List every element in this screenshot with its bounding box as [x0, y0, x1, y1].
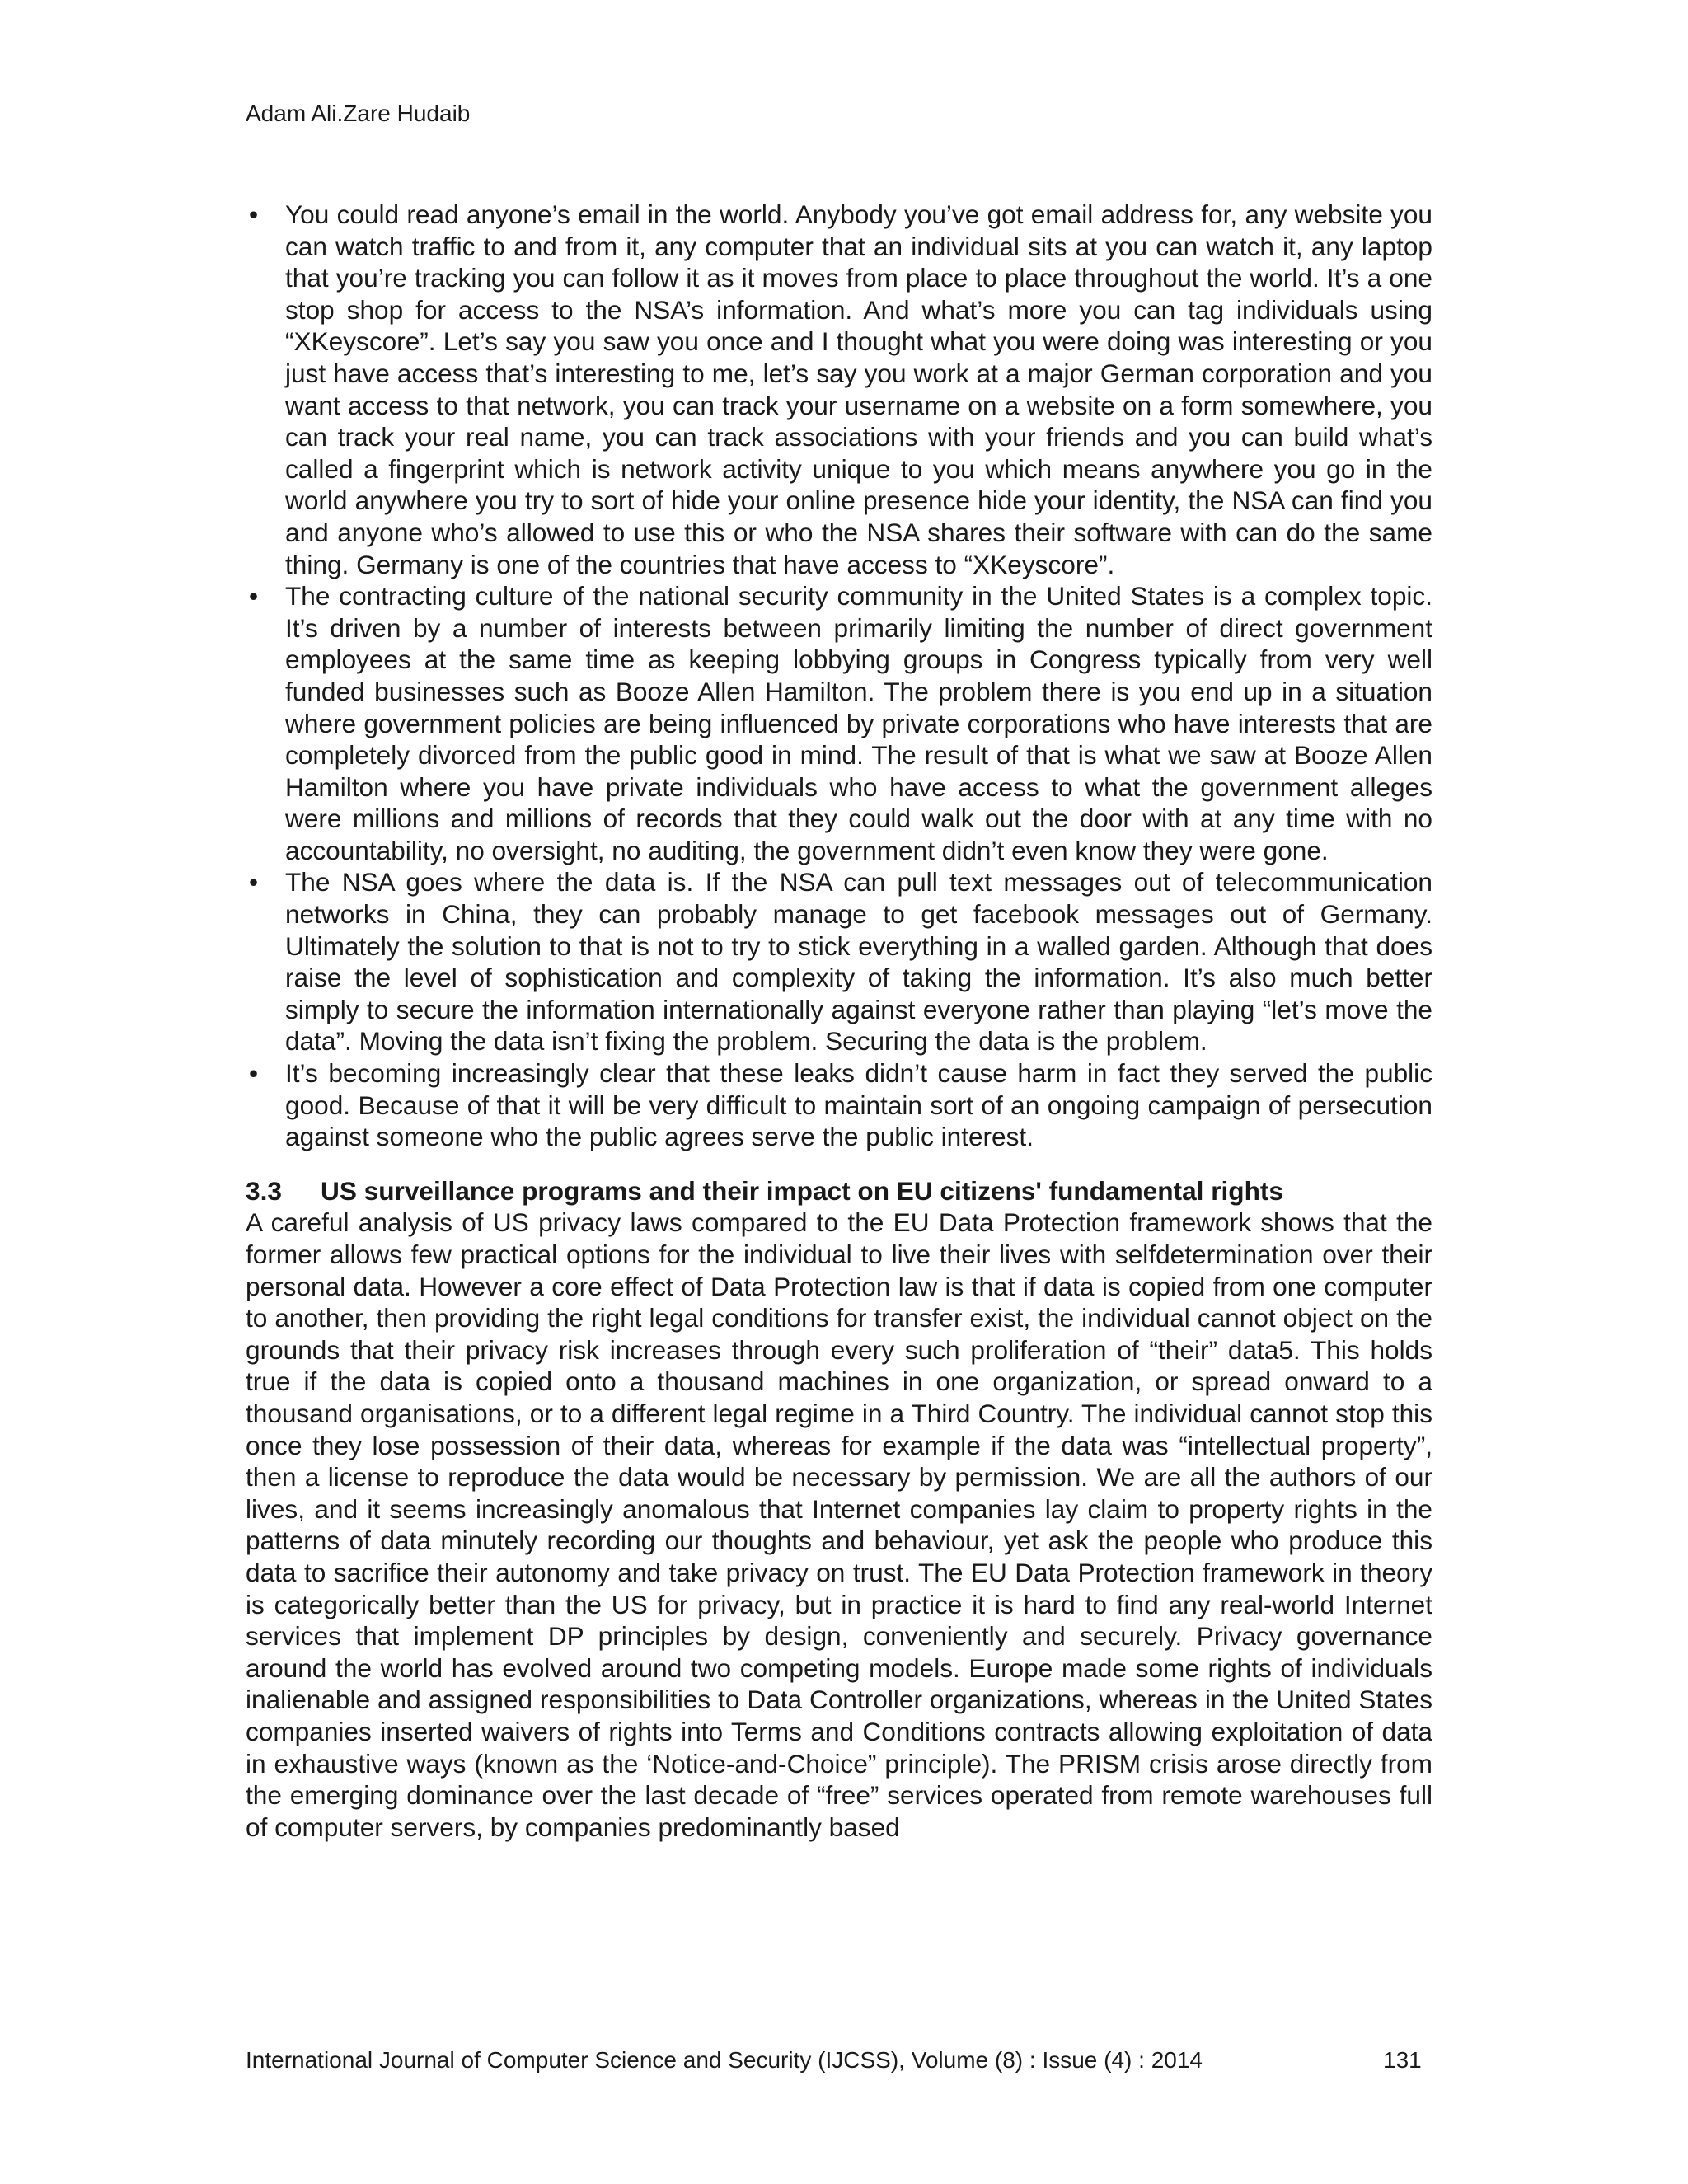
- section-title: US surveillance programs and their impact on EU citizens' fundamental rights: [321, 1175, 1283, 1206]
- running-head-author: Adam Ali.Zare Hudaib: [246, 101, 471, 126]
- bullet-item: [246, 866, 1432, 1057]
- section-paragraph: A careful analysis of US privacy laws compared to the EU Data Protection framework shows that the former allows few practical options for the individual to live their lives with selfdetermination over their personal data. However a core effect of Data Protection law is that if data is copied from one computer to another, then providing the right legal conditions for transfer exist, the individual cannot object on the grounds that their privacy risk increases through every such proliferation of “their” data5. This holds true if the data is copied onto a thousand machines in one organization, or spread onward to a thousand organisations, or to a different legal regime in a Third Country. The individual cannot stop this once they lose possession of their data, whereas for example if the data was “intellectual property”, then a license to reproduce the data would be necessary by permission. We are all the authors of our lives, and it seems increasingly anomalous that Internet companies lay claim to property rights in the patterns of data minutely recording our thoughts and behaviour, yet ask the people who produce this data to sacrifice their autonomy and take privacy on trust. The EU Data Protection framework in theory is categorically better than the US for privacy, but in practice it is hard to find any real-world Internet services that implement DP principles by design, conveniently and securely. Privacy governance around the world has evolved around two competing models. Europe made some rights of individuals inalienable and assigned responsibilities to Data Controller organizations, whereas in the United States companies inserted waivers of rights into Terms and Conditions contracts allowing exploitation of data in exhaustive ways (known as the ‘Notice-and-Choice” principle). The PRISM crisis arose directly from the emerging dominance over the last decade of “free” services operated from remote warehouses full of computer servers, by companies predominantly based: [246, 1207, 1432, 1842]
- footer-journal-citation: International Journal of Computer Science and Security (IJCSS), Volume (8) : Issue (4) : 2014: [246, 2047, 1203, 2073]
- bullet-list: [246, 199, 1432, 1153]
- page-body: [246, 199, 1432, 1843]
- bullet-marker: •: [249, 1058, 259, 1089]
- bullet-item: [246, 1057, 1432, 1153]
- section-heading: [246, 1175, 1432, 1207]
- bullet-marker: •: [249, 867, 259, 898]
- bullet-marker: •: [249, 199, 259, 229]
- bullet-text: You could read anyone’s email in the world. Anybody you’ve got email address for, any website you can watch traffic to and from it, any computer that an individual sits at you can watch it, any laptop that you’re tracking you can follow it as it moves from place to place throughout the world. It’s a one stop shop for access to the NSA’s information. And what’s more you can tag individuals using “XKeyscore”. Let’s say you saw you once and I thought what you were doing was interesting or you just have access that’s interesting to me, let’s say you work at a major German corporation and you want access to that network, you can track your username on a website on a form somewhere, you can track your real name, you can track associations with your friends and you can build what’s called a fingerprint which is network activity unique to you which means anywhere you go in the world anywhere you try to sort of hide your online presence hide your identity, the NSA can find you and anyone who’s allowed to use this or who the NSA shares their software with can do the same thing. Germany is one of the countries that have access to “XKeyscore”.: [285, 199, 1432, 579]
- bullet-text: The contracting culture of the national security community in the United States is a complex topic. It’s driven by a number of interests between primarily limiting the number of direct government employees at the same time as keeping lobbying groups in Congress typically from very well funded businesses such as Booze Allen Hamilton. The problem there is you end up in a situation where government policies are being influenced by private corporations who have interests that are completely divorced from the public good in mind. The result of that is what we saw at Booze Allen Hamilton where you have private individuals who have access to what the government alleges were millions and millions of records that they could walk out the door with at any time with no accountability, no oversight, no auditing, the government didn’t even know they were gone.: [285, 581, 1432, 865]
- section-number: 3.3: [246, 1175, 282, 1206]
- page-number: 131: [1383, 2047, 1422, 2073]
- bullet-item: [246, 580, 1432, 866]
- bullet-marker: •: [249, 581, 259, 612]
- bullet-item: [246, 199, 1432, 580]
- bullet-text: It’s becoming increasingly clear that these leaks didn’t cause harm in fact they served the public good. Because of that it will be very difficult to maintain sort of an ongoing campaign of persecution against someone who the public agrees serve the public interest.: [285, 1058, 1432, 1152]
- bullet-text: The NSA goes where the data is. If the NSA can pull text messages out of telecommunication networks in China, they can probably manage to get facebook messages out of Germany. Ultimately the solution to that is not to try to stick everything in a walled garden. Although that does raise the level of sophistication and complexity of taking the information. It’s also much better simply to secure the information internationally against everyone rather than playing “let’s move the data”. Moving the data isn’t fixing the problem. Securing the data is the problem.: [285, 867, 1432, 1057]
